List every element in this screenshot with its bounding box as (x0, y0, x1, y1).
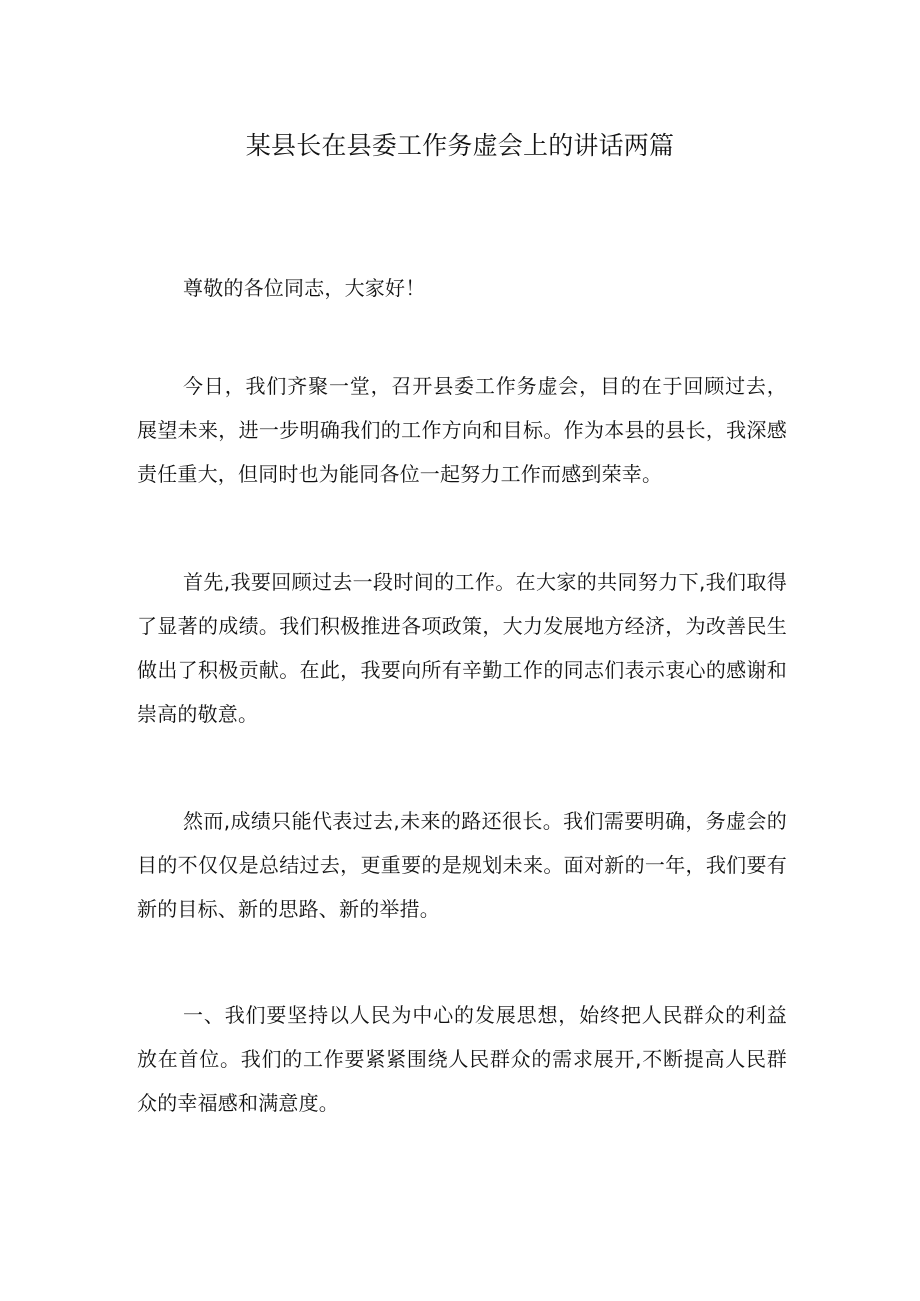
document-title: 某县长在县委工作务虚会上的讲话两篇 (245, 131, 675, 160)
paragraph-point-one: 一、我们要坚持以人民为中心的发展思想，始终把人民群众的利益放在首位。我们的工作要紧紧围绕人民群众的需求展开,不断提高人民群众的幸福感和满意度。 (137, 1003, 787, 1115)
paragraph-future: 然而,成绩只能代表过去,未来的路还很长。我们需要明确，务虚会的目的不仅仅是总结过去，更重要的是规划未来。面对新的一年，我们要有新的目标、新的思路、新的举措。 (137, 809, 787, 921)
paragraph-review: 首先,我要回顾过去一段时间的工作。在大家的共同努力下,我们取得了显著的成绩。我们积极推进各项政策，大力发展地方经济，为改善民生做出了积极贡献。在此，我要向所有辛勤工作的同志们表示衷心的感谢和崇高的敬意。 (137, 570, 787, 726)
paragraph-opening: 今日，我们齐聚一堂，召开县委工作务虚会，目的在于回顾过去，展望未来，进一步明确我们的工作方向和目标。作为本县的县长，我深感责任重大，但同时也为能同各位一起努力工作而感到荣幸。 (137, 374, 787, 486)
paragraph-greeting: 尊敬的各位同志，大家好！ (183, 276, 426, 300)
